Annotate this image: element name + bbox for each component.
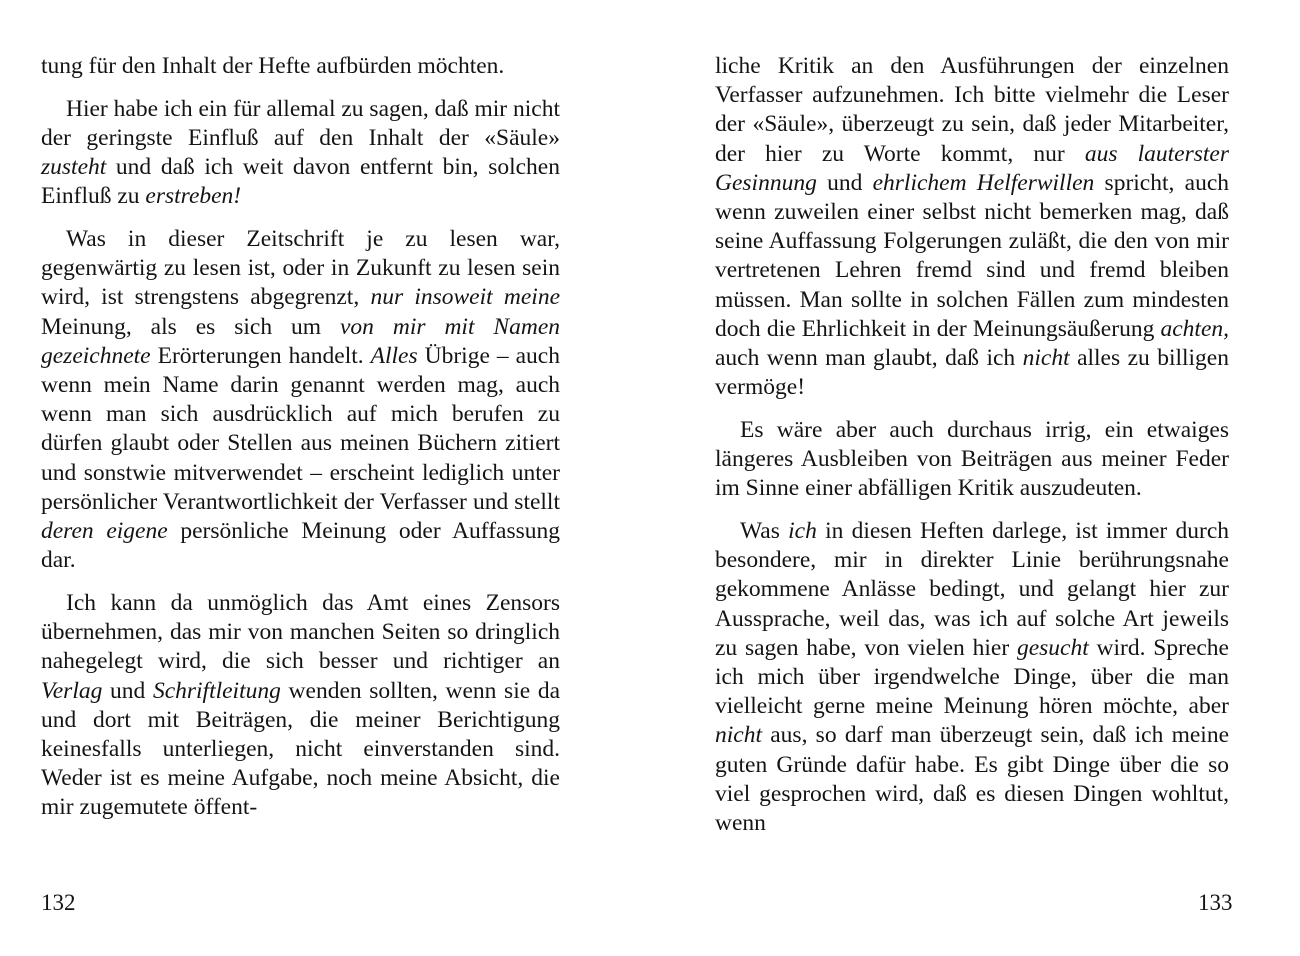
emphasized-text: ehrlichem Helferwillen <box>872 169 1095 196</box>
emphasized-text: achten, <box>1160 315 1229 342</box>
text-run: auch wenn man glaubt, daß ich <box>715 345 1023 372</box>
left-page-text <box>41 52 560 823</box>
paragraph <box>715 52 1229 402</box>
paragraph <box>41 95 560 212</box>
text-run: spricht, auch wenn zuweilen einer selbst nicht bemerken mag, daß seine Auffassung Folgerungen zuläßt, die den von mir vertretenen Lehren fremd sind und fremd bleiben müssen. Man sollte in solchen Fällen zum mindesten doch die Ehrlichkeit in der Meinungsäußerung <box>715 169 1229 342</box>
text-run: Es wäre aber auch durchaus irrig, ein etwaiges längeres Ausbleiben von Beiträgen aus meiner Feder im Sinne einer abfälligen Kritik auszudeuten. <box>715 416 1229 502</box>
emphasized-text: Alles <box>370 342 418 369</box>
text-run: alles zu billigen vermöge! <box>715 345 1229 401</box>
emphasized-text: aus lauterster Gesinnung <box>715 140 1230 196</box>
emphasized-text: nicht <box>1022 345 1070 372</box>
text-run: liche Kritik an den Ausführungen der einzelnen Verfasser aufzunehmen. Ich bitte vielmehr die Leser der «Säule», überzeugt zu sein, daß jeder Mitarbeiter, der hier zu Worte kommt, nur <box>715 53 1229 167</box>
paragraph <box>715 517 1229 838</box>
text-run: wenden sollten, wenn sie da und dort mit Beiträgen, die meiner Berichtigung keinesfalls unterliegen, nicht einverstanden sind. Weder ist es meine Aufgabe, noch meine Absicht, die mir zugemutete öffent- <box>41 677 560 821</box>
text-run: Erörterungen handelt. <box>150 342 371 369</box>
emphasized-text: Schriftleitung <box>152 677 281 704</box>
text-run: und <box>102 677 153 704</box>
left-page-number: 132 <box>41 890 76 915</box>
paragraph <box>41 589 560 823</box>
emphasized-text: zusteht <box>41 154 107 181</box>
text-run: und daß ich weit davon entfernt bin, solchen Einfluß zu <box>41 154 560 210</box>
emphasized-text: nicht <box>715 722 762 749</box>
text-run: Meinung, als es sich um <box>41 313 340 340</box>
right-page-text <box>715 52 1229 838</box>
text-run: Übrige – auch wenn mein Name darin genannt werden mag, auch wenn man sich ausdrücklich auf mich berufen zu dürfen glaubt oder Stellen aus meinen Büchern zitiert und sonstwie mitverwendet – erscheint lediglich unter persönlicher Verantwortlichkeit der Verfasser und stellt <box>41 342 560 515</box>
paragraph <box>41 52 560 81</box>
emphasized-text: von mir mit Namen gezeichnete <box>41 313 560 369</box>
emphasized-text: deren eigene <box>41 518 168 545</box>
emphasized-text: gesucht <box>1016 634 1089 661</box>
text-run: persönliche Meinung oder Auffassung dar. <box>41 518 560 574</box>
text-run: wird. Spreche ich mich über irgendwelche Dinge, über die man vielleicht gerne meine Meinung hören möchte, aber <box>715 634 1229 720</box>
text-run: und <box>816 169 873 196</box>
text-run: tung für den Inhalt der Hefte aufbürden möchten. <box>41 53 505 79</box>
text-run: Was in dieser Zeitschrift je zu lesen war, gegenwärtig zu lesen ist, oder in Zukunft zu lesen sein wird, ist strengstens abgegrenzt, <box>41 226 560 311</box>
text-run: in diesen Heften darlege, ist immer durch besondere, mir in direkter Linie berührungsnahe gekommene Anlässe bedingt, und gelangt hier zur Aussprache, weil das, was ich auf solche Art jeweils zu sagen habe, von vielen hier <box>715 518 1230 661</box>
paragraph <box>715 416 1229 504</box>
paragraph <box>41 225 560 575</box>
text-run: Ich kann da unmöglich das Amt eines Zensors übernehmen, das mir von manchen Seiten so dringlich nahegelegt wird, die sich besser und richtiger an <box>41 589 560 675</box>
text-run: Was <box>740 518 789 545</box>
emphasized-text: erstreben! <box>145 183 242 210</box>
emphasized-text: nur insoweit meine <box>370 284 560 311</box>
emphasized-text: ich <box>788 518 817 545</box>
text-run: aus, so darf man überzeugt sein, daß ich meine guten Gründe dafür habe. Es gibt Dinge über die so viel gesprochen wird, daß es diesen Dingen wohltut, wenn <box>715 722 1229 837</box>
text-run: Hier habe ich ein für allemal zu sagen, daß mir nicht der geringste Einfluß auf den Inhalt der «Säule» <box>41 95 560 151</box>
emphasized-text: Verlag <box>41 677 103 704</box>
right-page-number: 133 <box>1198 890 1233 915</box>
